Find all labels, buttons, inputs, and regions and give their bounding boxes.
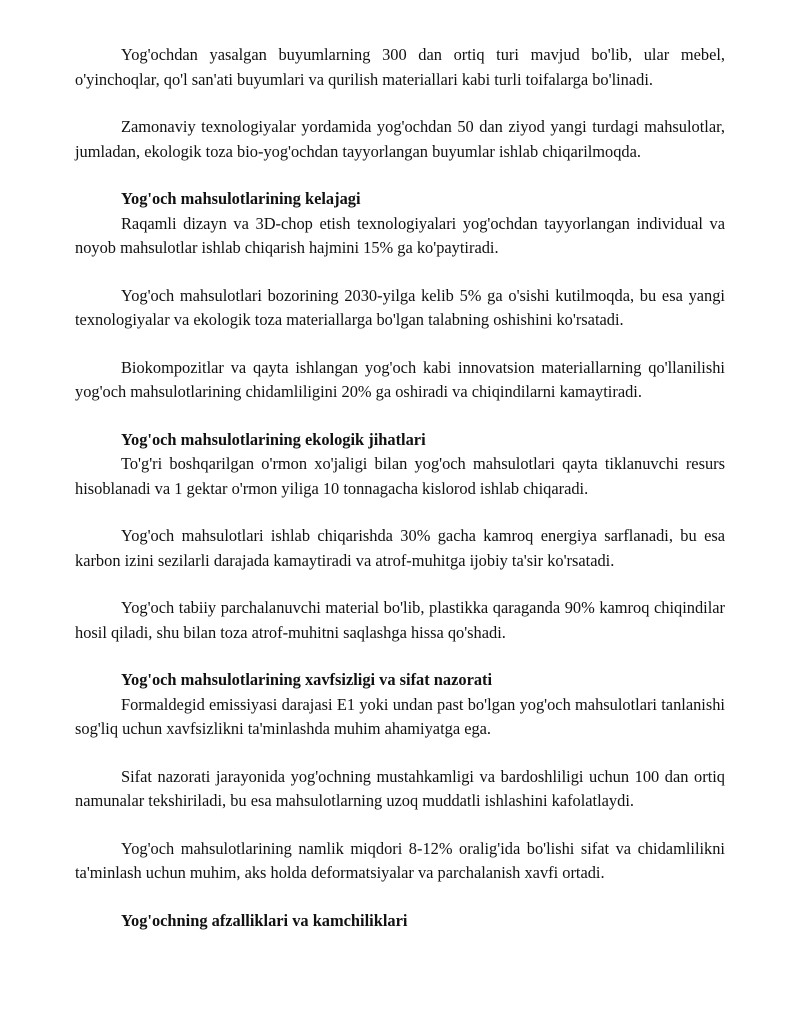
section-paragraph: Yog'och mahsulotlarining namlik miqdori 8-12% oralig'ida bo'lishi sifat va chidamlilikni ta'minlash uchun muhim, aks holda deformatsiyalar va parchalanish xavfi ortadi.	[75, 838, 725, 882]
section-paragraph: Formaldegid emissiyasi darajasi E1 yoki undan past bo'lgan yog'och mahsulotlari tanlanishi sog'liq uchun xavfsizlikni ta'minlashda muhim ahamiyatga ega.	[75, 694, 725, 738]
intro-paragraph-1: Yog'ochdan yasalgan buyumlarning 300 dan ortiq turi mavjud bo'lib, ular mebel, o'yinchoqlar, qo'l san'ati buyumlari va qurilish materiallari kabi turli toifalarga bo'linadi.	[75, 45, 725, 89]
section-paragraph: Yog'och mahsulotlari bozorining 2030-yilga kelib 5% ga o'sishi kutilmoqda, bu esa yangi texnologiyalar va ekologik toza materiallarga bo'lgan talabning oshishini ko'rsatadi.	[75, 285, 725, 329]
section-heading: Yog'ochning afzalliklari va kamchiliklari	[121, 910, 408, 930]
section-ecology	[75, 428, 725, 646]
section-pros-cons	[75, 909, 725, 934]
section-heading: Yog'och mahsulotlarining kelajagi	[121, 189, 361, 208]
section-heading: Yog'och mahsulotlarining ekologik jihatlari	[121, 429, 426, 449]
section-paragraph: Yog'och mahsulotlari ishlab chiqarishda 30% gacha kamroq energiya sarflanadi, bu esa karbon izini sezilarli darajada kamaytiradi va atrof-muhitga ijobiy ta'sir ko'rsatadi.	[75, 526, 725, 570]
section-paragraph: To'g'ri boshqarilgan o'rmon xo'jaligi bilan yog'och mahsulotlari qayta tiklanuvchi resurs hisoblanadi va 1 gektar o'rmon yiliga 10 tonnagacha kislorod ishlab chiqaradi.	[75, 454, 725, 498]
document-page	[75, 43, 725, 933]
section-paragraph: Sifat nazorati jarayonida yog'ochning mustahkamligi va bardoshliligi uchun 100 dan ortiq namunalar tekshiriladi, bu esa mahsulotlarning uzoq muddatli ishlashini kafolatlaydi.	[75, 766, 725, 810]
section-future	[75, 187, 725, 405]
section-paragraph: Raqamli dizayn va 3D-chop etish texnologiyalari yog'ochdan tayyorlangan individual va noyob mahsulotlar ishlab chiqarish hajmini 15% ga ko'paytiradi.	[75, 213, 725, 257]
section-heading: Yog'och mahsulotlarining xavfsizligi va sifat nazorati	[121, 670, 493, 689]
intro-paragraph-2: Zamonaviy texnologiyalar yordamida yog'ochdan 50 dan ziyod yangi turdagi mahsulotlar, jumladan, ekologik toza bio-yog'ochdan tayyorlangan buyumlar ishlab chiqarilmoqda.	[75, 117, 725, 161]
section-paragraph: Yog'och tabiiy parchalanuvchi material bo'lib, plastikka qaraganda 90% kamroq chiqindilar hosil qiladi, shu bilan toza atrof-muhitni saqlashga hissa qo'shadi.	[75, 598, 725, 642]
section-paragraph: Biokompozitlar va qayta ishlangan yog'och kabi innovatsion materiallarning qo'llanilishi yog'och mahsulotlarining chidamliligini 20% ga oshiradi va chiqindilarni kamaytiradi.	[75, 357, 725, 401]
section-safety-quality	[75, 668, 725, 886]
